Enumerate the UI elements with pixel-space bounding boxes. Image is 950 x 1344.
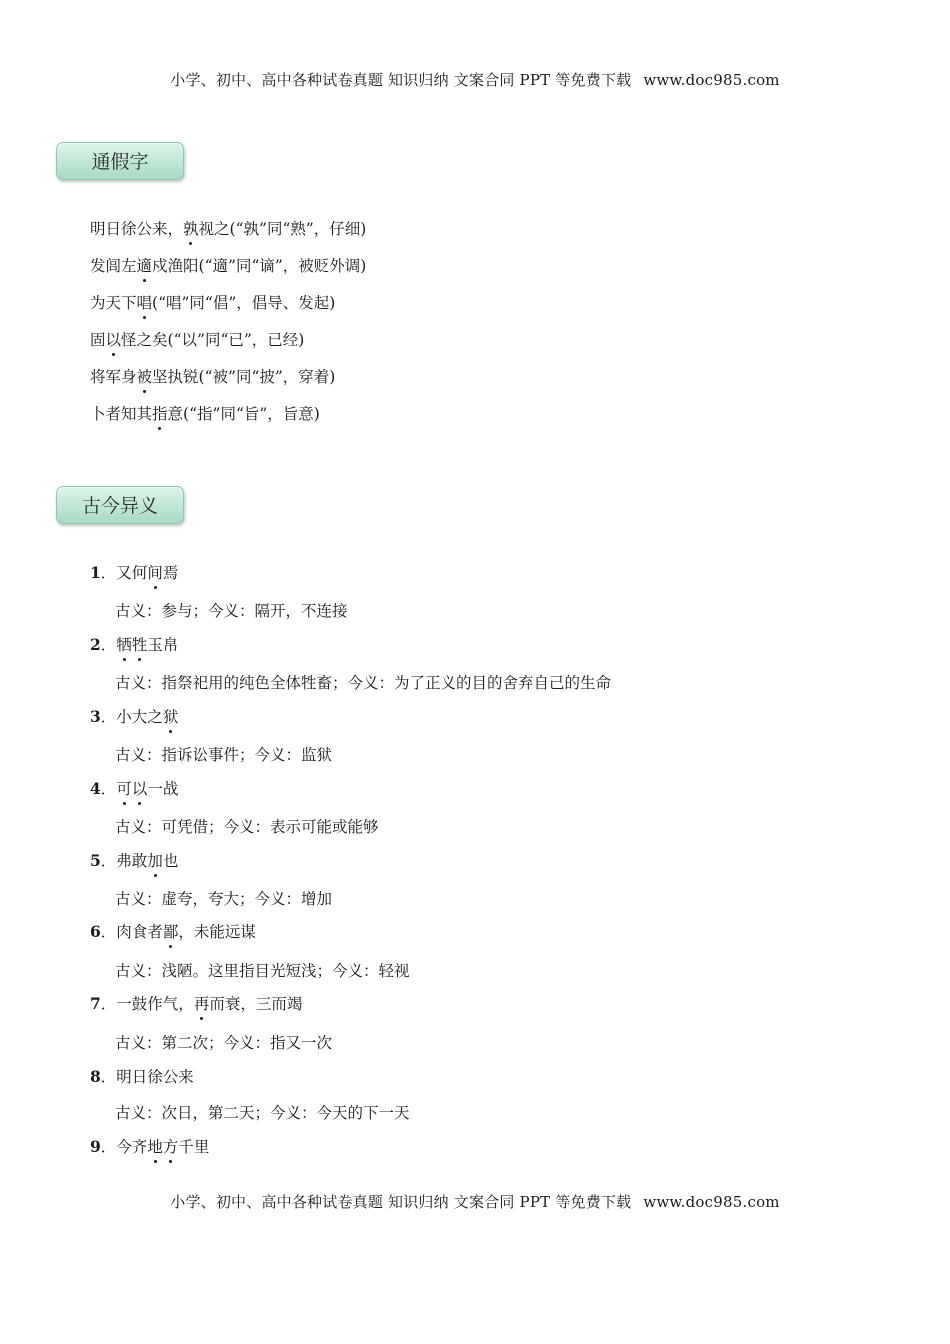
gujin-definition: 古义：虚夸，夸大；今义：增加 (115, 890, 333, 908)
gujin-term: 6．肉食者鄙，未能远谋 (90, 922, 256, 941)
emphasis-char: 被 (137, 365, 153, 387)
gujin-term: 7．一鼓作气，再而衰，三而竭 (90, 994, 303, 1013)
gujin-definition: 古义：指祭祀用的纯色全体牲畜；今义：为了正义的目的舍弃自己的生命 (115, 674, 612, 692)
emphasis-char: 地 (147, 1135, 163, 1157)
gujin-term: 5．弗敢加也 (90, 851, 179, 870)
gujin-term: 4．可以一战 (90, 779, 179, 798)
gujin-term: 2．牺牲玉帛 (90, 635, 179, 654)
header-text: 小学、初中、高中各种试卷真题 知识归纳 文案合同 PPT 等免费下载 (170, 71, 632, 89)
emphasis-char: 適 (137, 254, 153, 276)
header-url[interactable]: www.doc985.com (643, 71, 780, 89)
gujin-definition: 古义：指诉讼事件；今义：监狱 (115, 746, 333, 764)
emphasis-char: 可 (116, 777, 132, 799)
tongjiazi-item: 明日徐公来，孰视之(“孰”同“熟”，仔细) (90, 217, 366, 239)
emphasis-char: 牺 (116, 633, 132, 655)
emphasis-char: 方 (163, 1135, 179, 1157)
page-footer (0, 1191, 950, 1212)
tongjiazi-item: 卜者知其指意(“指”同“旨”，旨意) (90, 402, 320, 424)
emphasis-char: 以 (106, 328, 122, 350)
section-title-tongjiazi: 通假字 (56, 142, 184, 180)
emphasis-char: 间 (147, 561, 163, 583)
emphasis-char: 狱 (163, 705, 179, 727)
gujin-definition: 古义：参与；今义：隔开，不连接 (115, 602, 348, 620)
emphasis-char: 指 (152, 402, 168, 424)
gujin-term: 1．又何间焉 (90, 563, 179, 582)
footer-text: 小学、初中、高中各种试卷真题 知识归纳 文案合同 PPT 等免费下载 (170, 1193, 632, 1211)
footer-url[interactable]: www.doc985.com (643, 1193, 780, 1211)
gujin-definition: 古义：浅陋。这里指目光短浅；今义：轻视 (115, 962, 410, 980)
section-title-gujinyiyi: 古今异义 (56, 486, 184, 524)
gujin-term: 9．今齐地方千里 (90, 1137, 210, 1156)
gujin-term: 3．小大之狱 (90, 707, 179, 726)
emphasis-char: 牲 (132, 633, 148, 655)
tongjiazi-item: 将军身被坚执锐(“被”同“披”，穿着) (90, 365, 335, 387)
tongjiazi-item: 固以怪之矣(“以”同“已”，已经) (90, 328, 304, 350)
tongjiazi-item: 发闾左適戍渔阳(“適”同“谪”，被贬外调) (90, 254, 366, 276)
emphasis-char: 再 (194, 992, 210, 1014)
page-header (0, 69, 950, 90)
gujin-definition: 古义：第二次；今义：指又一次 (115, 1034, 333, 1052)
emphasis-char: 加 (147, 849, 163, 871)
emphasis-char: 唱 (137, 291, 153, 313)
emphasis-char: 孰 (183, 217, 199, 239)
gujin-definition: 古义：可凭借；今义：表示可能或能够 (115, 818, 379, 836)
emphasis-char: 以 (132, 777, 148, 799)
gujin-definition: 古义：次日，第二天；今义：今天的下一天 (115, 1104, 410, 1122)
gujin-term: 8．明日徐公来 (90, 1067, 194, 1086)
tongjiazi-item: 为天下唱(“唱”同“倡”，倡导、发起) (90, 291, 335, 313)
emphasis-char: 鄙 (163, 920, 179, 942)
